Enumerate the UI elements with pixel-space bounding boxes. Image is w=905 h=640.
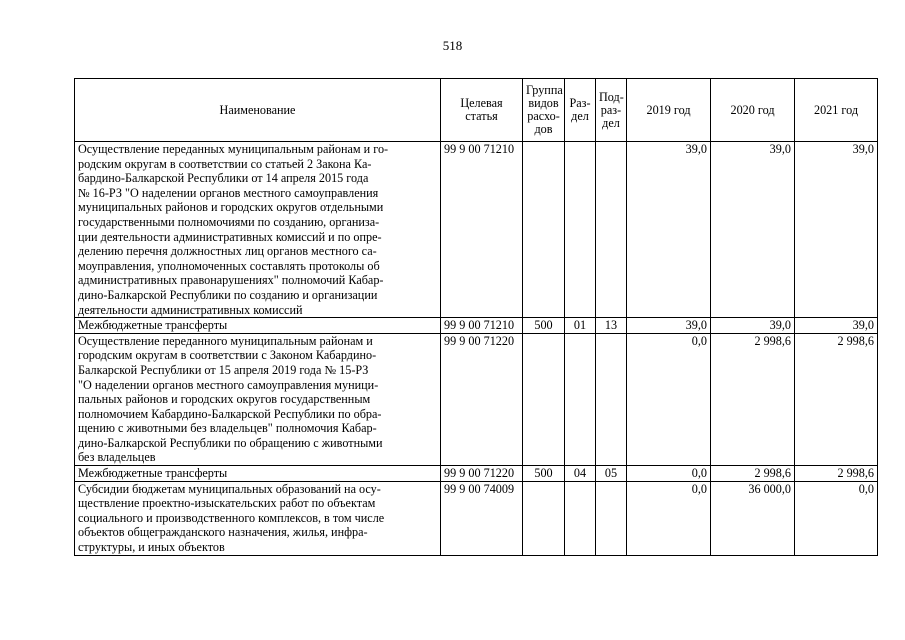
row-target: 99 9 00 71210 (441, 318, 523, 334)
row-2021: 2 998,6 (795, 466, 878, 482)
text-line: социального и производственного комплексов, в том числе (78, 510, 385, 525)
text-line: деятельности административных комиссий (78, 302, 303, 317)
row-group: 500 (523, 466, 565, 482)
text-line: дел (602, 115, 620, 130)
row-name (75, 481, 441, 555)
row-group (523, 142, 565, 318)
table-row (75, 318, 878, 334)
text-line: родским округам в соответствии со статьей 2 Закона Ка- (78, 156, 372, 171)
header-group (523, 79, 565, 142)
row-target: 99 9 00 74009 (441, 481, 523, 555)
row-group: 500 (523, 318, 565, 334)
row-subsection (596, 481, 627, 555)
text-line: структуры, и иных объектов (78, 540, 225, 555)
text-line: дел (571, 109, 589, 123)
row-subsection (596, 333, 627, 465)
text-line: ществление проектно-изыскательских работ по объектам (78, 496, 376, 511)
row-target: 99 9 00 71210 (441, 142, 523, 318)
row-2019: 39,0 (627, 142, 711, 318)
table-row (75, 481, 878, 555)
page-number: 518 (442, 38, 463, 53)
text-line: моуправления, уполномоченных составлять протоколы об (78, 258, 380, 273)
text-line: государственными полномочиями по созданию, организа- (78, 214, 380, 229)
table-row (75, 466, 878, 482)
text-line: Раз- (569, 96, 591, 110)
text-line: Осуществление переданного муниципальным районам и (78, 333, 373, 348)
text-line: Под- (599, 89, 624, 104)
text-line: дов (534, 122, 553, 136)
row-name (75, 318, 441, 334)
row-2020: 39,0 (711, 318, 795, 334)
row-2020: 2 998,6 (711, 333, 795, 465)
row-subsection: 05 (596, 466, 627, 482)
text-line: делению перечня должностных лиц органов местного са- (78, 244, 377, 259)
text-line: бардино-Балкарской Республики от 14 апреля 2015 года (78, 171, 369, 186)
text-line: Осуществление переданных муниципальным районам и го- (78, 142, 389, 156)
row-group (523, 481, 565, 555)
text-line: расхо- (527, 109, 560, 123)
row-section: 04 (565, 466, 596, 482)
text-line: объектов общегражданского назначения, жилья, инфра- (78, 525, 368, 540)
text-line: пальных районов и городских округов государственным (78, 392, 371, 407)
text-line: статья (465, 109, 498, 123)
row-name (75, 466, 441, 482)
row-name (75, 333, 441, 465)
row-group (523, 333, 565, 465)
text-line: дино-Балкарской Республики по обращению с животными (78, 435, 383, 450)
row-2021: 0,0 (795, 481, 878, 555)
text-line: № 16-РЗ "О наделении органов местного самоуправления (78, 185, 379, 200)
text-line: муниципальных районов и городских округов отдельными (78, 200, 384, 215)
text-line: Целевая (460, 96, 503, 110)
table-row (75, 333, 878, 465)
row-2019: 0,0 (627, 481, 711, 555)
row-section (565, 333, 596, 465)
row-subsection: 13 (596, 318, 627, 334)
text-line: дино-Балкарской Республики по созданию и организации (78, 287, 378, 302)
row-2019: 39,0 (627, 318, 711, 334)
header-2020: 2020 год (711, 79, 795, 142)
text-line: Межбюджетные трансферты (78, 318, 228, 333)
row-2021: 39,0 (795, 142, 878, 318)
text-line: щению с животными без владельцев" полномочия Кабар- (78, 421, 377, 436)
row-2020: 2 998,6 (711, 466, 795, 482)
text-line: городским округам в соответствии с Законом Кабардино- (78, 348, 377, 363)
row-subsection (596, 142, 627, 318)
row-2021: 2 998,6 (795, 333, 878, 465)
row-section (565, 481, 596, 555)
text-line: раз- (600, 102, 622, 117)
header-target (441, 79, 523, 142)
row-name (75, 142, 441, 318)
row-2021: 39,0 (795, 318, 878, 334)
header-2021: 2021 год (795, 79, 878, 142)
budget-table (74, 78, 878, 556)
row-target: 99 9 00 71220 (441, 333, 523, 465)
text-line: ции деятельности административных комиссий и по опре- (78, 229, 382, 244)
text-line: без владельцев (78, 450, 156, 465)
header-subsection (596, 79, 627, 142)
text-line: видов (528, 96, 559, 110)
row-2020: 39,0 (711, 142, 795, 318)
row-2019: 0,0 (627, 466, 711, 482)
header-section (565, 79, 596, 142)
header-name: Наименование (75, 79, 441, 142)
text-line: Группа (526, 83, 563, 97)
row-2019: 0,0 (627, 333, 711, 465)
row-target: 99 9 00 71220 (441, 466, 523, 482)
table-row (75, 142, 878, 318)
text-line: Балкарской Республики от 15 апреля 2019 года № 15-РЗ (78, 362, 369, 377)
header-2019: 2019 год (627, 79, 711, 142)
row-section (565, 142, 596, 318)
header-row (75, 79, 878, 142)
text-line: "О наделении органов местного самоуправления муници- (78, 377, 379, 392)
text-line: полномочием Кабардино-Балкарской Республики по обра- (78, 406, 382, 421)
table-body (75, 142, 878, 556)
text-line: административных правонарушениях" полномочий Кабар- (78, 273, 384, 288)
text-line: Субсидии бюджетам муниципальных образований на осу- (78, 481, 381, 496)
row-2020: 36 000,0 (711, 481, 795, 555)
row-section: 01 (565, 318, 596, 334)
text-line: Межбюджетные трансферты (78, 466, 228, 481)
